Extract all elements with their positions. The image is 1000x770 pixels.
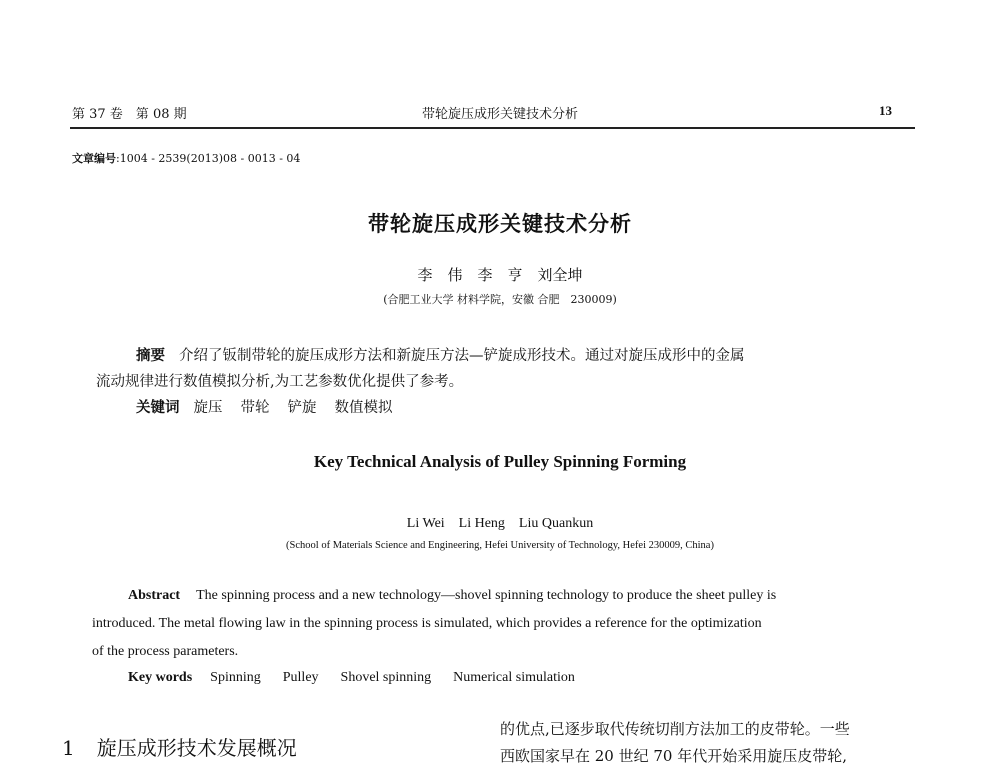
section-1-number: 1 (62, 736, 75, 760)
header-rule (70, 127, 915, 129)
article-number-value: 1004 - 2539(2013)08 - 0013 - 04 (119, 152, 301, 165)
keyword-en: Shovel spinning (340, 670, 432, 685)
title-cn: 带轮旋压成形关键技术分析 (368, 212, 632, 236)
article-number: 文章编号:1004 - 2539(2013)08 - 0013 - 04 (72, 152, 301, 165)
abstract-en-line2: introduced. The metal flowing law in the spinning process is simulated, which provides a reference for the optimization (92, 616, 762, 631)
abstract-cn-line1 (136, 344, 745, 369)
keyword-cn: 旋压 (193, 400, 223, 416)
keyword-cn: 数值模拟 (334, 400, 393, 416)
title-en: Key Technical Analysis of Pulley Spinning Forming (313, 452, 687, 471)
keywords-cn-label: 关键词 (136, 400, 180, 416)
keyword-cn: 铲旋 (287, 400, 317, 416)
body-line: 西欧国家早在 20 世纪 70 年代开始采用旋压皮带轮, (500, 747, 848, 765)
section-1-title: 旋压成形技术发展概况 (96, 736, 297, 760)
abstract-en-line3: of the process parameters. (92, 644, 239, 659)
header-running-title: 带轮旋压成形关键技术分析 (421, 107, 578, 122)
keyword-en: Numerical simulation (453, 670, 575, 685)
abstract-en-line1 (128, 582, 776, 610)
keywords-en (128, 664, 597, 692)
body-line: 的优点,已逐步取代传统切削方法加工的皮带轮。一些 (500, 720, 850, 738)
abstract-cn-text1: 介绍了钣制带轮的旋压成形方法和新旋压方法—铲旋成形技术。通过对旋压成形中的金属 (179, 348, 745, 364)
abstract-en-text1: The spinning process and a new technology—shovel spinning technology to produce the sheet pulley is (196, 588, 777, 603)
affiliation-cn: (合肥工业大学 材料学院，安徽 合肥 230009) (383, 293, 617, 306)
authors-en: Li Wei Li Heng Liu Quankun (406, 516, 594, 531)
keywords-en-label: Key words (128, 670, 193, 685)
keywords-cn (136, 396, 393, 421)
abstract-en-label: Abstract (128, 588, 181, 603)
header-volume-issue: 第 37 卷 第 08 期 (72, 107, 187, 122)
abstract-cn-line2: 流动规律进行数值模拟分析,为工艺参数优化提供了参考。 (96, 374, 464, 390)
authors-cn: 李 伟 李 亨 刘全坤 (417, 266, 583, 284)
abstract-cn-label: 摘要 (136, 348, 165, 364)
body-right-column (500, 716, 850, 770)
header-page-number: 13 (879, 103, 892, 118)
article-number-label: 文章编号 (72, 152, 116, 165)
keyword-cn: 带轮 (240, 400, 270, 416)
section-1-heading (62, 732, 297, 761)
affiliation-en: (School of Materials Science and Engineering, Hefei University of Technology, Hefei 230009, China) (286, 540, 714, 551)
keyword-en: Spinning (210, 670, 261, 685)
keyword-en: Pulley (282, 670, 319, 685)
